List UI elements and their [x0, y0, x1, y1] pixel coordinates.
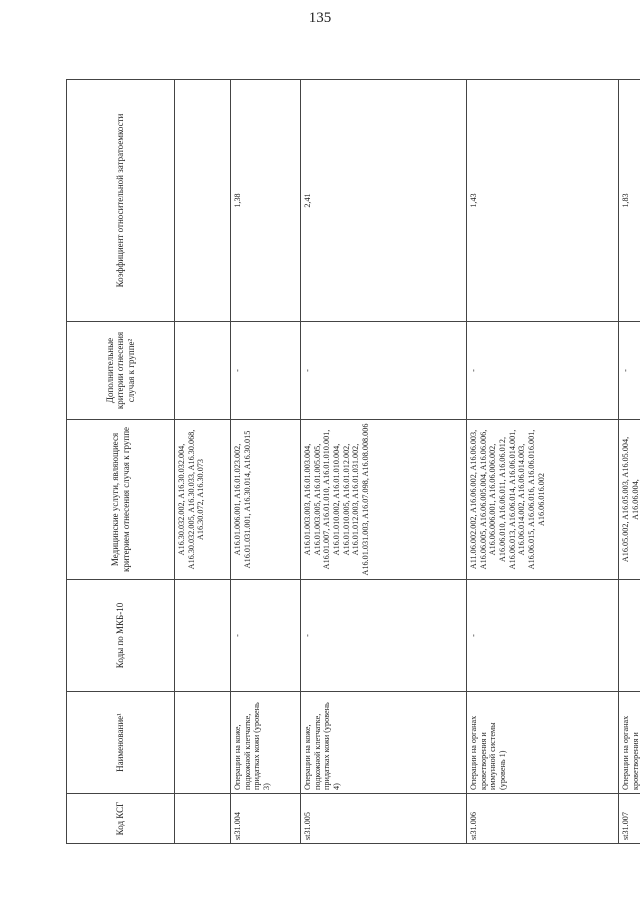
- header-name: Наименование¹: [67, 692, 175, 794]
- row-name: Операции на коже, подкожной клетчатке, придатках кожи (уровень 3): [231, 692, 301, 794]
- row-code: st31.004: [231, 794, 301, 844]
- row-services: A16.30.032.002, A16.30.032.004, A16.30.032.005, A16.30.033, A16.30.068, A16.30.072, A16.30.073: [175, 420, 231, 580]
- row-code: st31.006: [467, 794, 619, 844]
- row-services: A16.01.006.001, A16.01.023.002, A16.01.031.001, A16.30.014, A16.30.015: [231, 420, 301, 580]
- row-mkb: [175, 580, 231, 692]
- row-services: A16.01.003.003, A16.01.003.004, A16.01.003.005, A16.01.005.005, A16.01.007, A16.01.010, A16.01.010.001, A16.01.010.002, A16.01.010.004, A16.01.010.005, A16.01.012.002, A16.01.012.003, A16.01.031.002, A16.01.031.003, A16.07.098, A16.08.008.006: [301, 420, 467, 580]
- row-mkb: -: [467, 580, 619, 692]
- table-row: [301, 80, 467, 844]
- row-mkb: -: [231, 580, 301, 692]
- row-code: st31.007: [619, 794, 640, 844]
- row-name: Операции на органах кроветворения и иммунной системы (уровень 1): [467, 692, 619, 794]
- ksg-table: [66, 79, 640, 844]
- row-criteria: -: [619, 322, 640, 420]
- table-row: [467, 80, 619, 844]
- row-mkb: [619, 580, 640, 692]
- row-coef: 1,83: [619, 80, 640, 322]
- row-coef: 2,41: [301, 80, 467, 322]
- row-criteria: -: [231, 322, 301, 420]
- row-criteria: -: [467, 322, 619, 420]
- row-coef: 1,43: [467, 80, 619, 322]
- row-coef: 1,38: [231, 80, 301, 322]
- header-coef: Коэффициент относительной затратоемкости: [67, 80, 175, 322]
- row-name: Операции на органах кроветворения и: [619, 692, 640, 794]
- row-coef: [175, 80, 231, 322]
- row-name: [175, 692, 231, 794]
- row-services: A16.05.002, A16.05.003, A16.05.004, A16.06.004,: [619, 420, 640, 580]
- row-name: Операции на коже, подкожной клетчатке, придатках кожи (уровень 4): [301, 692, 467, 794]
- table-row: [175, 80, 231, 844]
- row-criteria: [175, 322, 231, 420]
- header-services: Медицинские услуги, являющиеся критерием отнесения случая к группе: [67, 420, 175, 580]
- row-services: A11.06.002.002, A16.06.002, A16.06.003, A16.06.005, A16.06.005.004, A16.06.006, A16.06.006.001, A16.06.006.002, A16.06.010, A16.06.011, A16.06.012, A16.06.013, A16.06.014, A16.06.014.001, A16.06.014.002, A16.06.014.003, A16.06.015, A16.06.016, A16.06.016.001, A16.06.016.002: [467, 420, 619, 580]
- rotated-table-container: [66, 80, 640, 844]
- header-row: [67, 80, 175, 844]
- header-mkb: Коды по МКБ-10: [67, 580, 175, 692]
- row-code: st31.005: [301, 794, 467, 844]
- row-code: [175, 794, 231, 844]
- header-criteria: Дополнительные критерии отнесения случая к группе²: [67, 322, 175, 420]
- table-row: [231, 80, 301, 844]
- header-code: Код КСГ: [67, 794, 175, 844]
- row-criteria: -: [301, 322, 467, 420]
- table-row: [619, 80, 640, 844]
- page-number: 135: [308, 10, 332, 26]
- row-mkb: -: [301, 580, 467, 692]
